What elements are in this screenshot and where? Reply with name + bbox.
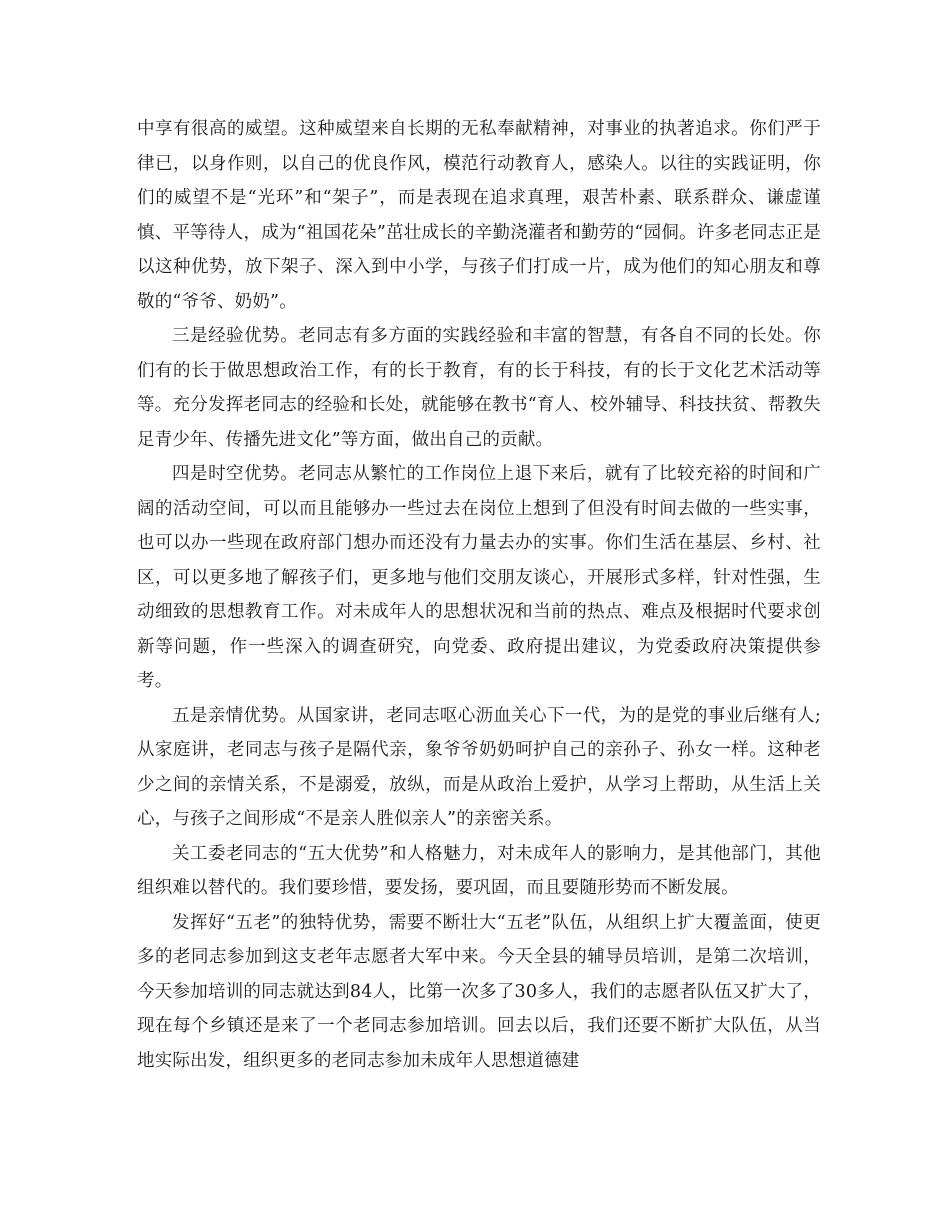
paragraph-kinship-advantage: 五是亲情优势。从国家讲，老同志呕心沥血关心下一代，为的是党的事业后继有人;从家庭讲，老同志与孩子是隔代亲，象爷爷奶奶呵护自己的亲孙子、孙女一样。这种老少之间的亲情关系，不是溺爱，放纵，而是从政治上爱护，从学习上帮助，从生活上关心，与孩子之间形成“不是亲人胜似亲人”的亲密关系。 bbox=[137, 705, 821, 829]
paragraph-time-space-advantage: 四是时空优势。老同志从繁忙的工作岗位上退下来后，就有了比较充裕的时间和广阔的活动空间，可以而且能够办一些过去在岗位上想到了但没有时间去做的一些实事，也可以办一些现在政府部门想办而还没有力量去办的实事。你们生活在基层、乡村、社区，可以更多地了解孩子们，更多地与他们交朋友谈心，开展形式多样，针对性强，生动细致的思想教育工作。对未成年人的思想状况和当前的热点、难点及根据时代要求创新等问题，作一些深入的调查研究，向党委、政府提出建议，为党委政府决策提供参考。 bbox=[137, 464, 821, 691]
paragraph-experience-advantage: 三是经验优势。老同志有多方面的实践经验和丰富的智慧，有各自不同的长处。你们有的长于做思想政治工作，有的长于教育，有的长于科技，有的长于文化艺术活动等等。充分发挥老同志的经验和长处，就能够在教书“育人、校外辅导、科技扶贫、帮教失足青少年、传播先进文化”等方面，做出自己的贡献。 bbox=[137, 326, 821, 450]
document-body bbox=[137, 112, 821, 1078]
paragraph-expand-team: 发挥好“五老”的独特优势，需要不断壮大“五老”队伍，从组织上扩大覆盖面，使更多的老同志参加到这支老年志愿者大军中来。今天全县的辅导员培训，是第二次培训，今天参加培训的同志就达到84人，比第一次多了30多人，我们的志愿者队伍又扩大了，现在每个乡镇还是来了一个老同志参加培训。回去以后，我们还要不断扩大队伍，从当地实际出发，组织更多的老同志参加未成年人思想道德建 bbox=[137, 912, 821, 1071]
paragraph-five-advantages-summary: 关工委老同志的“五大优势”和人格魅力，对未成年人的影响力，是其他部门，其他组织难以替代的。我们要珍惜，要发扬，要巩固，而且要随形势而不断发展。 bbox=[137, 843, 821, 898]
paragraph-prestige-advantage: 中享有很高的威望。这种威望来自长期的无私奉献精神，对事业的执著追求。你们严于律已，以身作则，以自己的优良作风，模范行动教育人，感染人。以往的实践证明，你们的威望不是“光环”和“架子”，而是表现在追求真理，艰苦朴素、联系群众、谦虚谨慎、平等待人，成为“祖国花朵”茁壮成长的辛勤浇灌者和勤劳的“园侗。许多老同志正是以这种优势，放下架子、深入到中小学，与孩子们打成一片，成为他们的知心朋友和尊敬的“爷爷、奶奶”。 bbox=[137, 119, 821, 312]
